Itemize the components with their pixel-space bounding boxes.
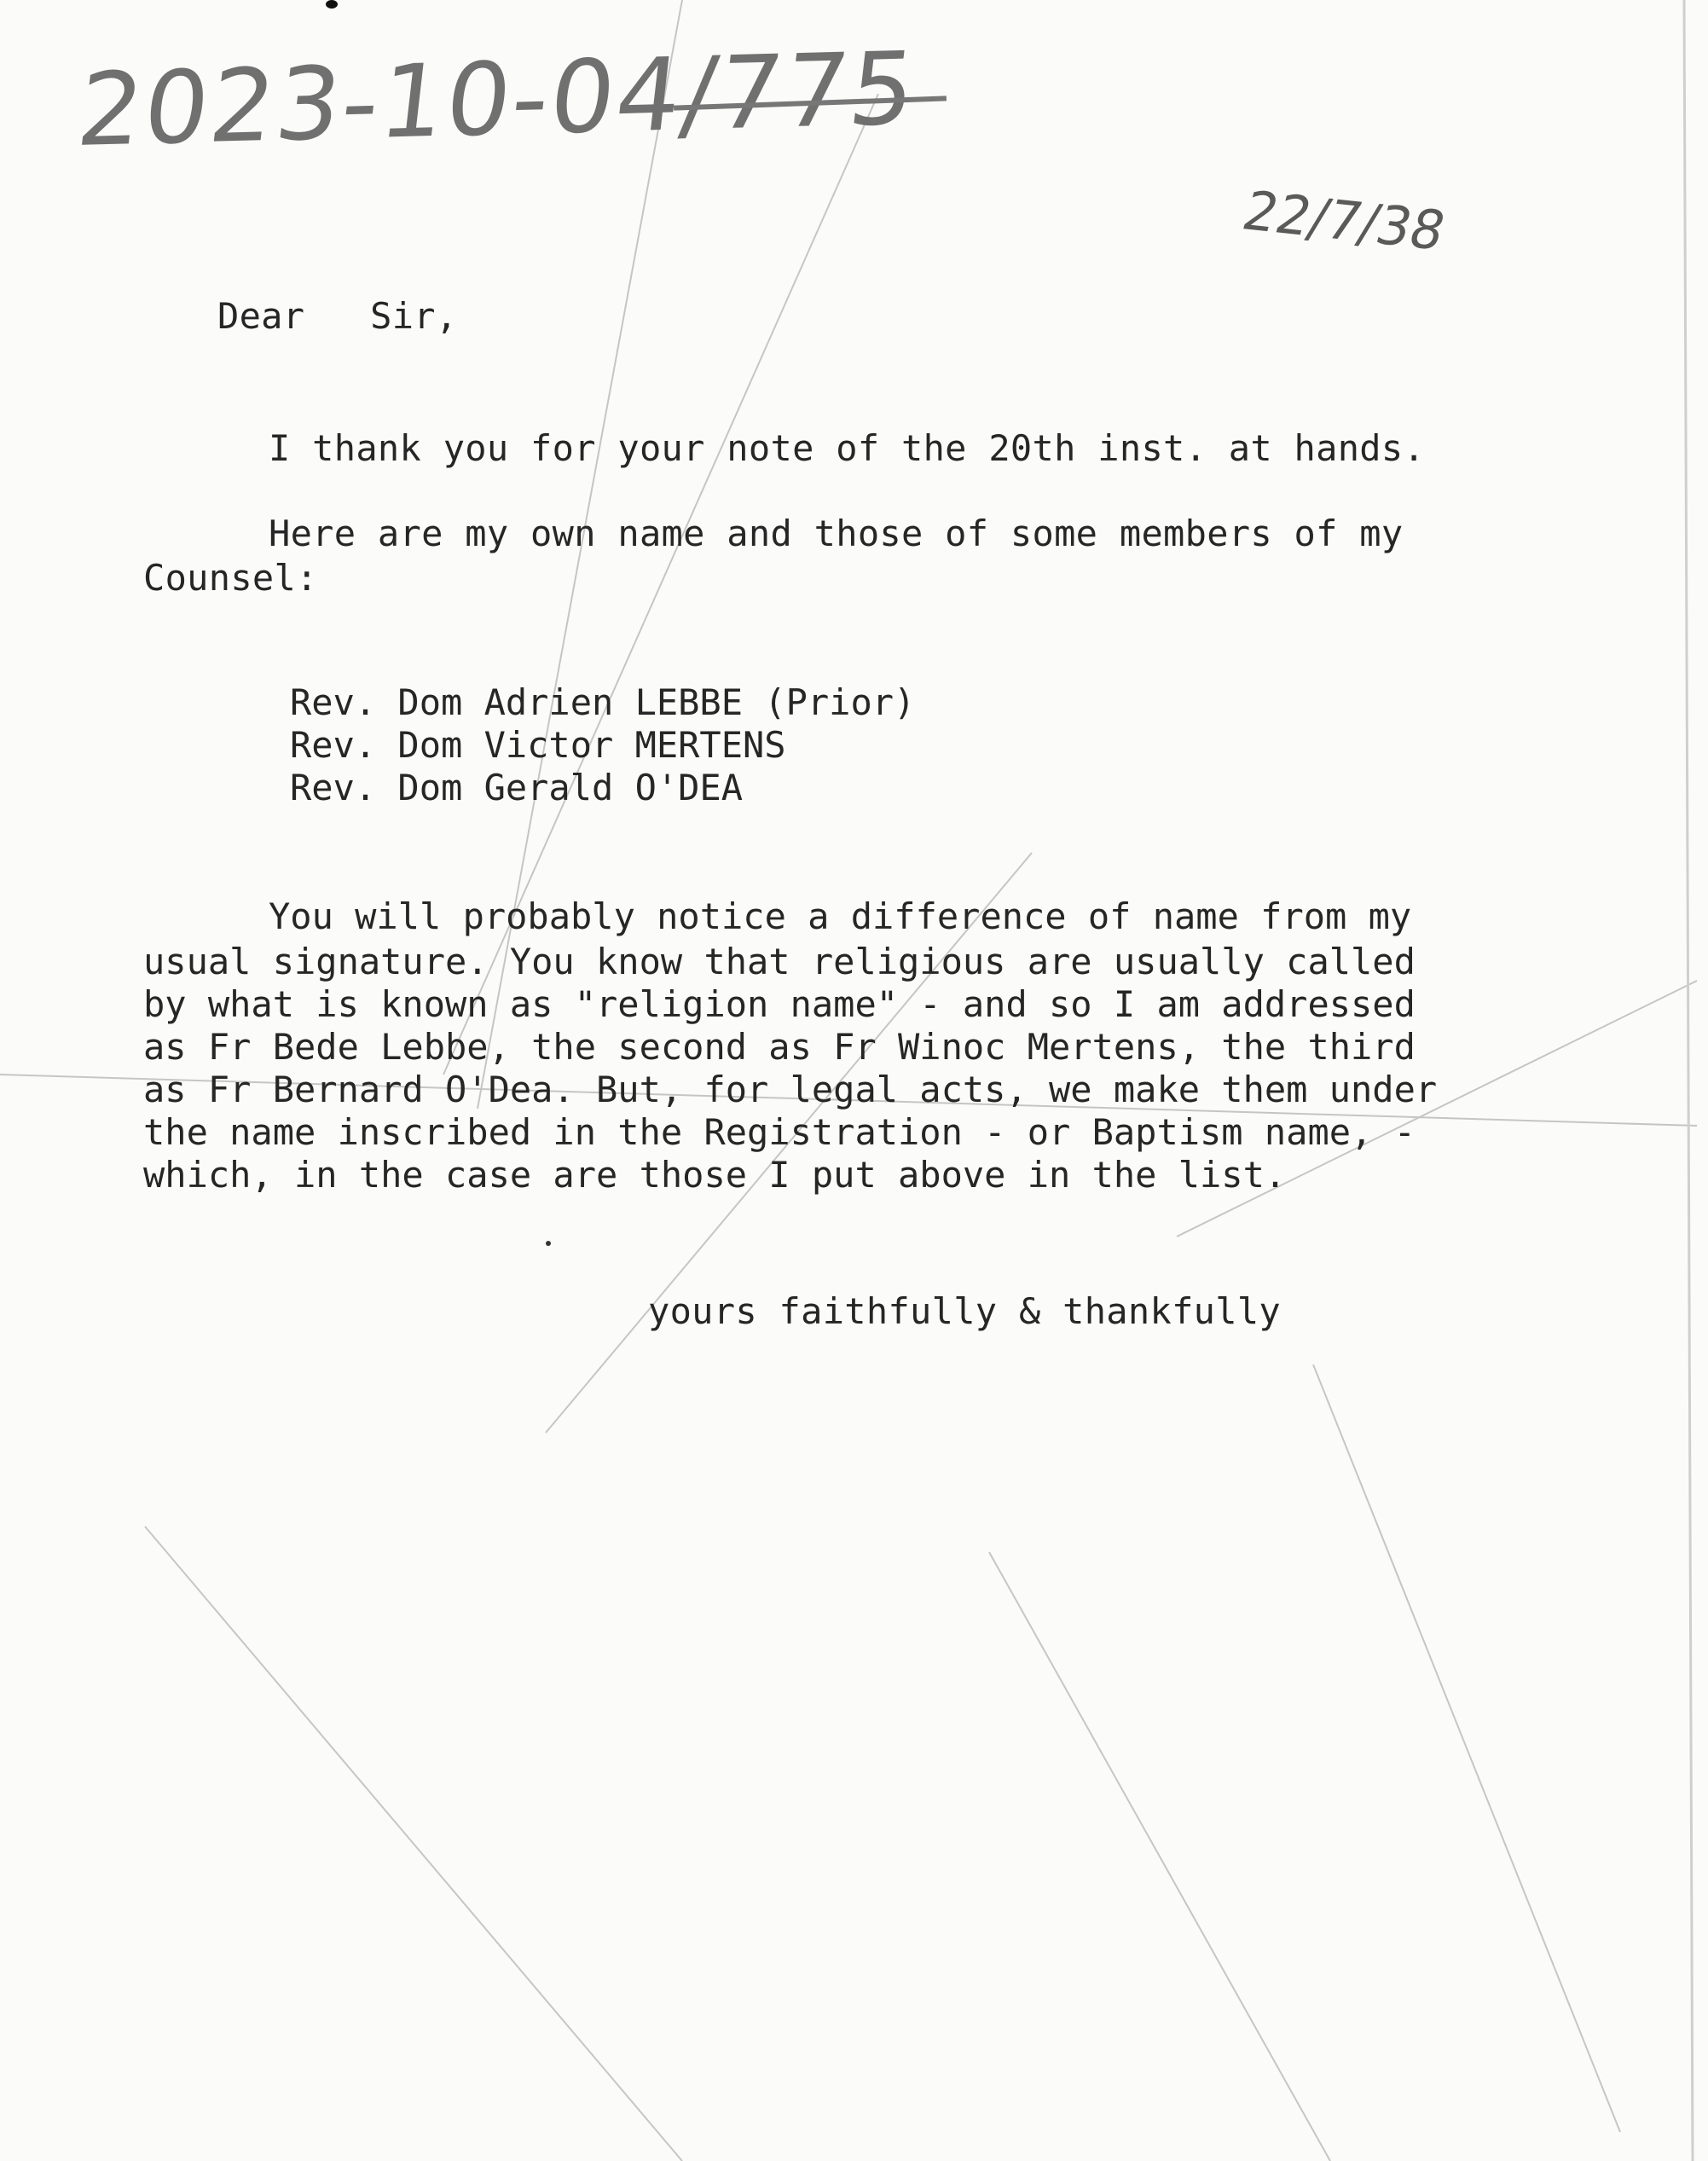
member-list-item: Rev. Dom Victor MERTENS: [290, 724, 786, 766]
paragraph-names-line: Here are my own name and those of some members of my: [269, 513, 1404, 554]
paragraph-explanation-line: by what is known as "religion name" - and so I am addressed: [143, 983, 1416, 1025]
paragraph-thanks: I thank you for your note of the 20th inst. at hands.: [269, 427, 1426, 469]
paragraph-names-line: Counsel:: [143, 557, 318, 599]
member-list-item: Rev. Dom Adrien LEBBE (Prior): [290, 681, 916, 723]
member-list-item: Rev. Dom Gerald O'DEA: [290, 767, 744, 808]
paragraph-explanation-line: which, in the case are those I put above in the list.: [143, 1154, 1287, 1196]
closing-line: yours faithfully & thankfully: [648, 1290, 1281, 1332]
salutation: Dear Sir,: [217, 295, 458, 337]
ink-speck: [326, 0, 338, 9]
paragraph-explanation-line: the name inscribed in the Registration - or Baptism name, -: [143, 1111, 1416, 1153]
paragraph-explanation-line: usual signature. You know that religious are usually called: [143, 941, 1416, 982]
paragraph-explanation-line: as Fr Bernard O'Dea. But, for legal acts, we make them under: [143, 1069, 1438, 1110]
paragraph-explanation-line: You will probably notice a difference of name from my: [269, 895, 1412, 937]
ink-speck: [546, 1241, 551, 1246]
handwritten-date: 22/7/38: [1236, 179, 1453, 263]
paragraph-explanation-line: as Fr Bede Lebbe, the second as Fr Winoc Mertens, the third: [143, 1026, 1416, 1068]
archive-reference-number: 2023-10-04/775: [72, 29, 923, 169]
